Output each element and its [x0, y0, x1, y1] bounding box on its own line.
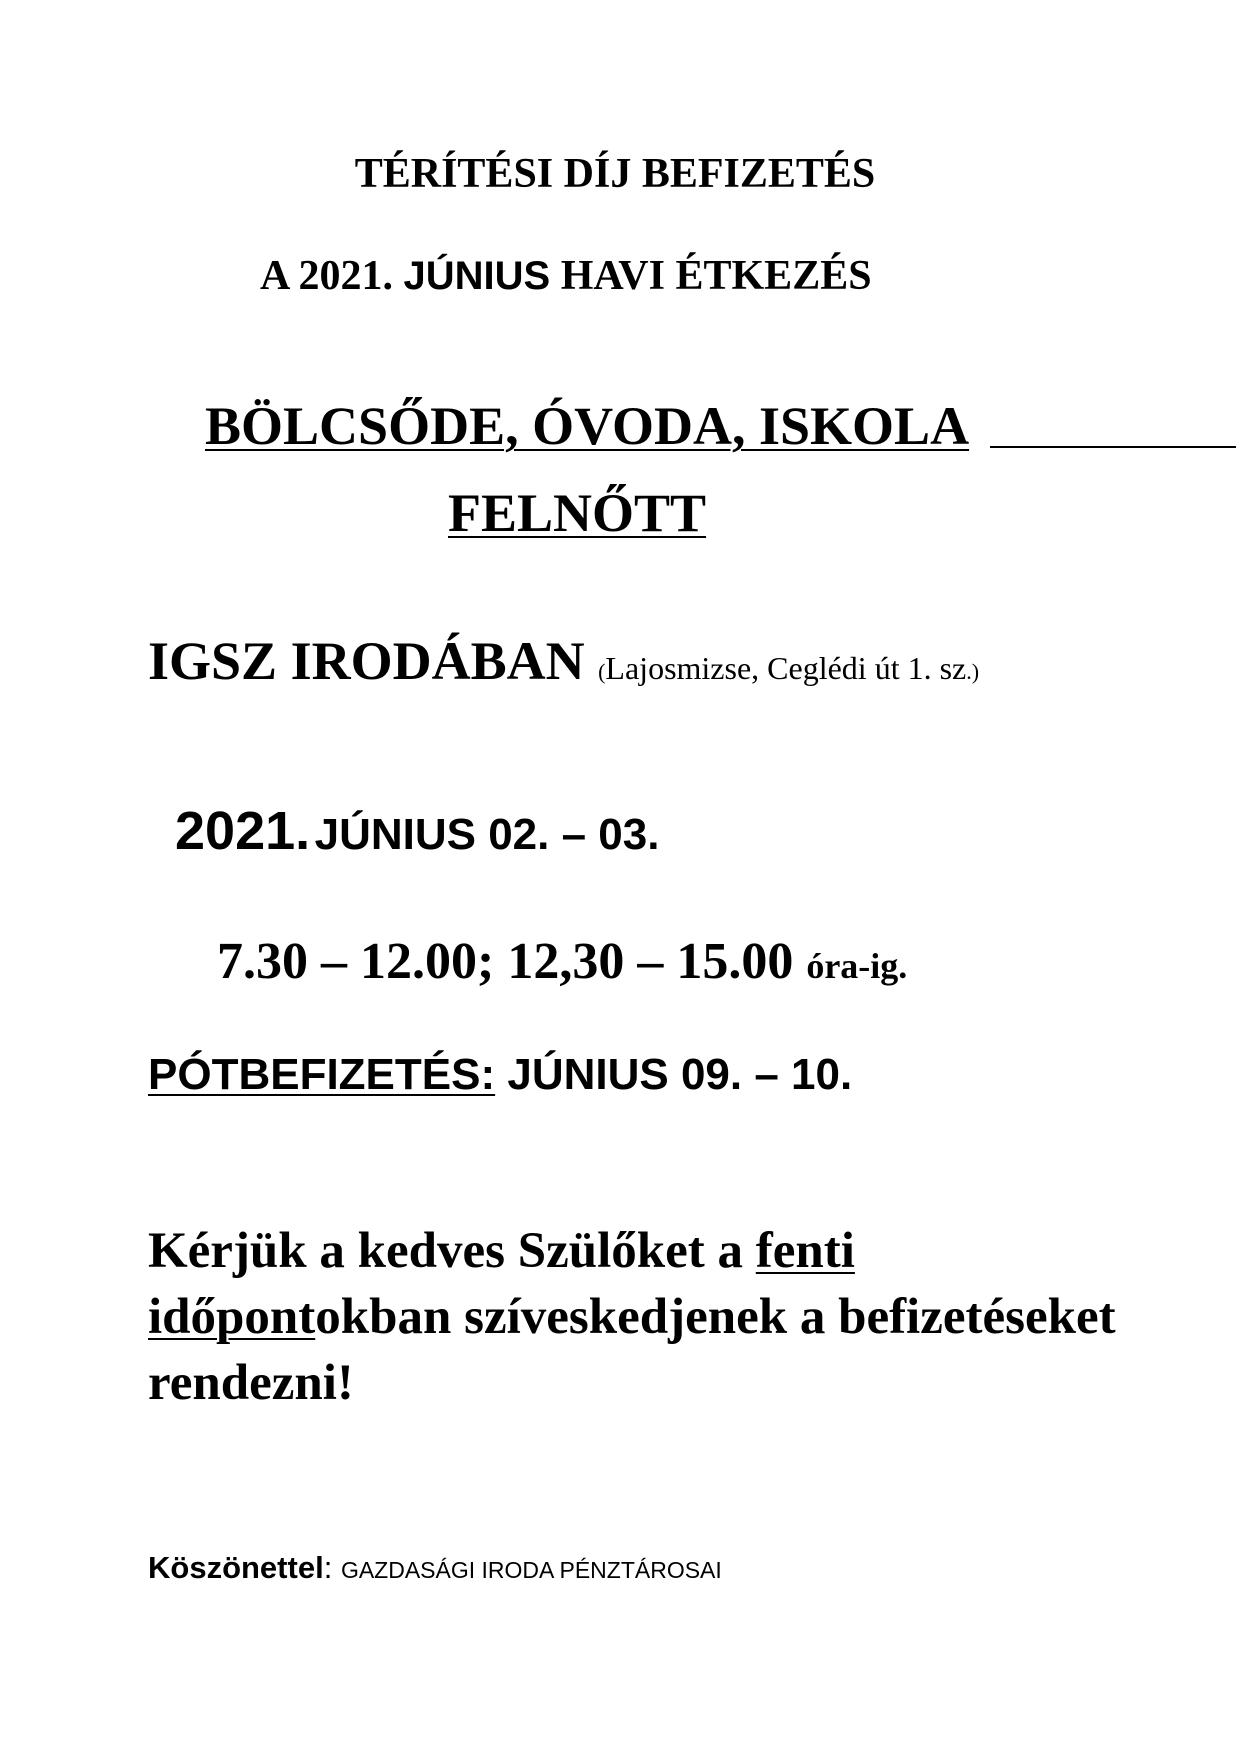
notice-subtitle — [260, 252, 872, 300]
payment-hours — [217, 932, 907, 991]
extra-payment — [148, 1050, 852, 1100]
payment-days: JÚNIUS 02. – 03. — [314, 810, 660, 859]
subtitle-prefix: A 2021. — [260, 253, 394, 299]
extra-payment-label: PÓTBEFIZETÉS: — [148, 1050, 496, 1099]
office-name: IGSZ IRODÁBAN — [148, 631, 585, 691]
office-location: IGSZ IRODÁBAN (Lajosmizse, Ceglédi út 1. sz.) — [148, 631, 980, 691]
payment-year: 2021. — [175, 801, 311, 861]
office-address: Lajosmizse, Ceglédi út 1. sz — [605, 650, 967, 686]
notice-title: TÉRÍTÉSI DÍJ BEFIZETÉS — [354, 151, 876, 197]
signature-line: Köszönettel: GAZDASÁGI IRODA PÉNZTÁROSAI — [148, 1550, 722, 1585]
subtitle-suffix: HAVI ÉTKEZÉS — [560, 253, 872, 299]
subtitle-month: JÚNIUS — [403, 254, 551, 298]
underline-extension — [990, 446, 1236, 448]
signature-text: GAZDASÁGI IRODA PÉNZTÁROSAI — [340, 1557, 722, 1583]
request-paragraph: Kérjük a kedves Szülőket a fenti időpontokban szíveskedjenek a befizetéseket rendezni! — [148, 1223, 1116, 1411]
hours-range: 7.30 – 12.00; 12,30 – 15.00 — [217, 933, 794, 990]
thanks-label: Köszönettel — [148, 1550, 324, 1585]
extra-payment-dates: JÚNIUS 09. – 10. — [507, 1050, 853, 1099]
adult-group: FELNŐTT — [448, 483, 707, 543]
payment-dates — [175, 800, 659, 862]
hours-suffix: óra-ig. — [806, 946, 908, 986]
institution-groups: BÖLCSŐDE, ÓVODA, ISKOLA — [205, 396, 970, 456]
